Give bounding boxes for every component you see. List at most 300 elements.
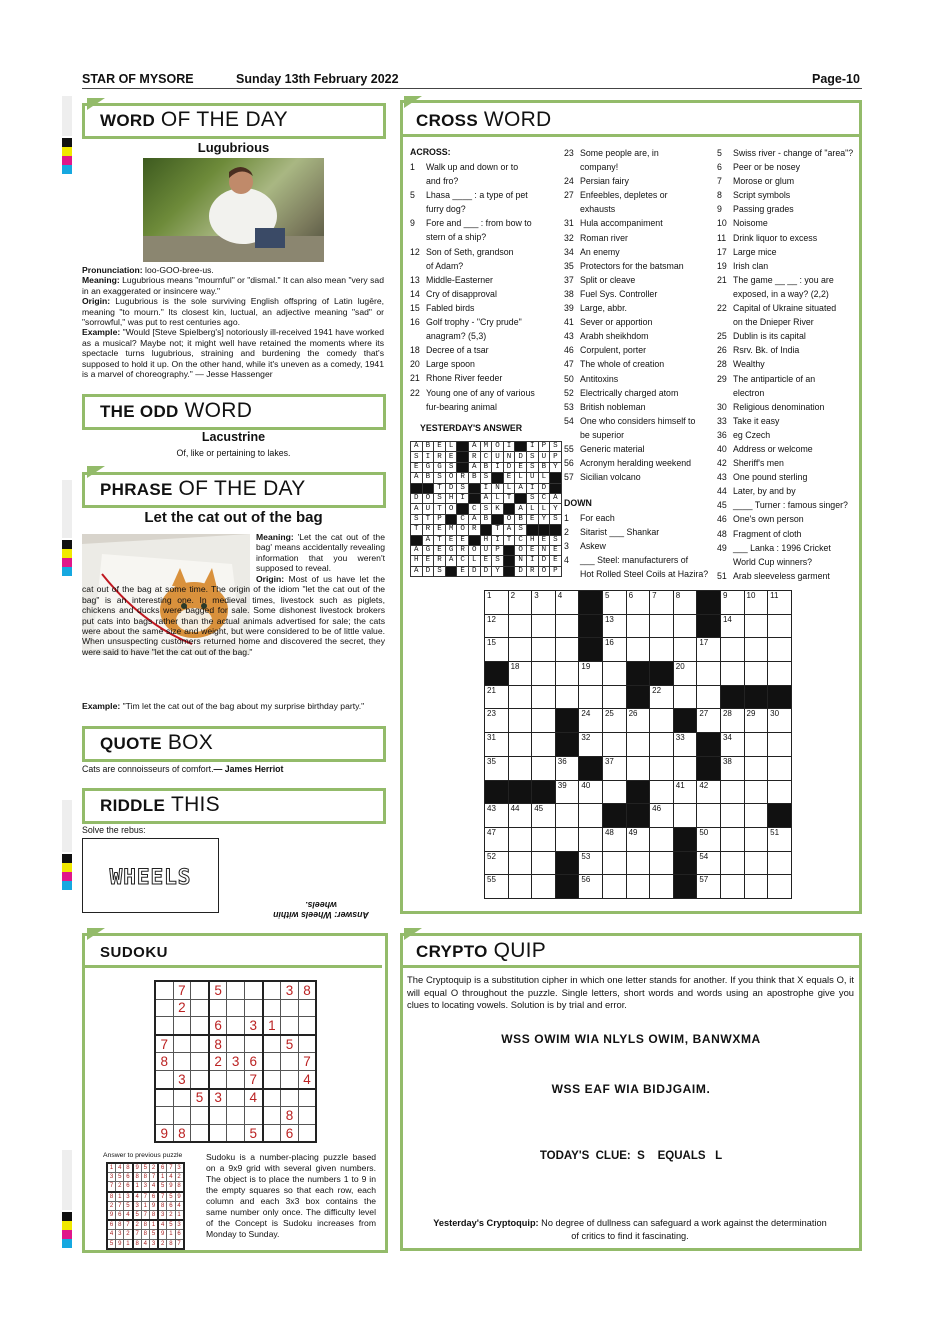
crossword-cell[interactable]: 44 [508, 804, 532, 828]
crossword-cell[interactable] [744, 804, 768, 828]
answer-cell: L [538, 504, 550, 514]
crossword-cell[interactable]: 29 [744, 709, 768, 733]
sudoku-cell[interactable]: 5 [244, 1124, 262, 1142]
crossword-cell[interactable] [650, 851, 674, 875]
clue-text: Rsrv. Bk. of India [733, 345, 800, 356]
crossword-cell[interactable] [697, 662, 721, 686]
crossword-cell[interactable] [508, 638, 532, 662]
sudoku-cell[interactable]: 7 [298, 1053, 316, 1071]
strip-yellow-3 [62, 863, 72, 872]
sudoku-cell[interactable] [227, 1089, 245, 1107]
answer-cell: E [526, 545, 538, 555]
crossword-cell[interactable]: 10 [744, 591, 768, 615]
sudoku-cell[interactable] [155, 999, 173, 1017]
crossword-cell[interactable] [768, 733, 792, 757]
crossword-cell[interactable]: 37 [602, 756, 626, 780]
crossword-cell[interactable] [697, 685, 721, 709]
answer-cell: B [480, 514, 492, 524]
prev-sudoku-cell: 1 [158, 1173, 167, 1182]
sudoku-cell[interactable]: 4 [298, 1070, 316, 1088]
header-rule [82, 88, 862, 89]
sudoku-cell[interactable] [263, 999, 281, 1017]
answer-cell: E [457, 535, 469, 545]
sudoku-cell[interactable] [281, 1089, 299, 1107]
strip-black-4 [62, 1212, 72, 1221]
sudoku-cell[interactable]: 7 [173, 981, 191, 999]
across-clue [564, 259, 714, 273]
cryptoquip-intro: The Cryptoquip is a substitution cipher in which one letter stands for another. If you think that X equals O, it will equal O throughout the puzzle. Single letters, short words and words using an apostrophe give you clues to locating vowels. Solution is by trial and error. [407, 974, 854, 1010]
prev-sudoku-cell: 4 [141, 1239, 149, 1249]
answer-cell: Y [550, 504, 562, 514]
crossword-cell[interactable]: 8 [673, 591, 697, 615]
answer-cell: A [515, 483, 527, 493]
crossword-cell[interactable] [532, 614, 556, 638]
sudoku-cell[interactable] [244, 999, 262, 1017]
crossword-cell[interactable] [744, 780, 768, 804]
down-clue [717, 174, 859, 188]
crossword-cell[interactable] [650, 614, 674, 638]
crossword-cell[interactable] [508, 851, 532, 875]
crossword-cell[interactable]: 7 [650, 591, 674, 615]
sudoku-cell[interactable] [227, 1070, 245, 1088]
sudoku-cell[interactable] [298, 1017, 316, 1035]
sudoku-cell[interactable] [209, 1124, 227, 1142]
corner-flag [404, 96, 422, 108]
answer-cell: B [422, 442, 434, 452]
crossword-cell[interactable] [650, 638, 674, 662]
sudoku-cell[interactable] [191, 999, 209, 1017]
strip-black-2 [62, 540, 72, 549]
clue-number: 47 [564, 359, 574, 370]
crossword-cell[interactable] [602, 851, 626, 875]
sudoku-cell[interactable]: 6 [209, 1017, 227, 1035]
crossword-cell[interactable] [650, 733, 674, 757]
across-clue [410, 400, 560, 414]
sudoku-cell[interactable]: 3 [244, 1017, 262, 1035]
crossword-cell[interactable] [673, 638, 697, 662]
sudoku-cell[interactable] [227, 999, 245, 1017]
crossword-cell[interactable]: 56 [579, 875, 603, 899]
crossword-cell[interactable]: 3 [532, 591, 556, 615]
crossword-cell[interactable] [720, 875, 744, 899]
crossword-cell[interactable] [508, 875, 532, 899]
sudoku-cell[interactable] [298, 1089, 316, 1107]
sudoku-cell[interactable] [244, 1107, 262, 1125]
crossword-cell[interactable]: 6 [626, 591, 650, 615]
prev-sudoku-cell: 9 [158, 1230, 167, 1239]
crossword-cell[interactable]: 46 [650, 804, 674, 828]
crossword-cell[interactable]: 52 [485, 851, 509, 875]
strip-cyan-4 [62, 1239, 72, 1248]
crossword-cell[interactable]: 19 [579, 662, 603, 686]
clue-text: Antitoxins [580, 373, 619, 384]
crossword-cell[interactable]: 4 [555, 591, 579, 615]
crossword-cell[interactable]: 23 [485, 709, 509, 733]
answer-cell: E [515, 462, 527, 472]
crossword-cell[interactable] [555, 804, 579, 828]
sudoku-cell[interactable]: 5 [191, 1089, 209, 1107]
crossword-cell[interactable] [532, 685, 556, 709]
crossword-cell[interactable]: 45 [532, 804, 556, 828]
crossword-cell[interactable] [626, 851, 650, 875]
sudoku-cell[interactable]: 2 [209, 1053, 227, 1071]
answer-cell: D [480, 566, 492, 576]
prev-sudoku-cell: 8 [107, 1192, 116, 1202]
cryptoquip-line1: WSS OWIM WIA NLYLS OWIM, BANWXMA [501, 1032, 761, 1046]
clue-number: 17 [717, 246, 727, 257]
crossword-cell[interactable]: 53 [579, 851, 603, 875]
sudoku-cell[interactable] [209, 999, 227, 1017]
down-clue [564, 553, 714, 567]
crossword-cell[interactable]: 33 [673, 733, 697, 757]
crossword-cell[interactable] [744, 827, 768, 851]
sudoku-cell[interactable] [227, 1017, 245, 1035]
crossword-cell[interactable] [532, 638, 556, 662]
clue-text: Morose or glum [733, 176, 795, 187]
crossword-cell[interactable] [768, 662, 792, 686]
clue-text: Irish clan [733, 260, 769, 271]
crossword-cell[interactable]: 9 [720, 591, 744, 615]
black-square [422, 483, 434, 493]
crossword-cell[interactable] [579, 804, 603, 828]
crossword-cell[interactable] [720, 851, 744, 875]
black-square [626, 685, 650, 709]
sudoku-cell[interactable] [191, 1053, 209, 1071]
crossword-cell[interactable]: 14 [720, 614, 744, 638]
crossword-cell[interactable] [579, 685, 603, 709]
clue-text: Address or welcome [733, 443, 813, 454]
sudoku-cell[interactable]: 8 [155, 1053, 173, 1071]
crossword-cell[interactable] [508, 685, 532, 709]
crossword-cell[interactable]: 34 [720, 733, 744, 757]
sudoku-cell[interactable] [263, 981, 281, 999]
crossword-cell[interactable]: 49 [626, 827, 650, 851]
prev-sudoku-cell: 2 [175, 1173, 184, 1182]
crossword-cell[interactable]: 50 [697, 827, 721, 851]
crossword-cell[interactable] [720, 780, 744, 804]
clue-number: 23 [564, 148, 574, 158]
crossword-cell[interactable]: 30 [768, 709, 792, 733]
crossword-cell[interactable]: 42 [697, 780, 721, 804]
crossword-cell[interactable]: 43 [485, 804, 509, 828]
crossword-grid [484, 590, 792, 899]
sudoku-cell[interactable] [227, 981, 245, 999]
sudoku-cell[interactable] [209, 1070, 227, 1088]
sudoku-cell[interactable] [191, 1124, 209, 1142]
black-square [697, 614, 721, 638]
crossword-cell[interactable] [673, 614, 697, 638]
crossword-cell[interactable]: 51 [768, 827, 792, 851]
crossword-cell[interactable] [602, 875, 626, 899]
sudoku-cell[interactable] [155, 1107, 173, 1125]
crossword-cell[interactable] [744, 638, 768, 662]
crossword-cell[interactable] [744, 756, 768, 780]
crossword-cell[interactable]: 25 [602, 709, 626, 733]
crossword-cell[interactable] [720, 827, 744, 851]
crossword-cell[interactable]: 20 [673, 662, 697, 686]
crossword-cell[interactable] [508, 827, 532, 851]
sudoku-cell[interactable]: 5 [281, 1035, 299, 1053]
clue-number [564, 160, 580, 174]
answer-cell: H [526, 535, 538, 545]
crossword-cell[interactable]: 22 [650, 685, 674, 709]
crossword-cell[interactable]: 47 [485, 827, 509, 851]
sudoku-cell[interactable]: 1 [263, 1017, 281, 1035]
answer-cell: E [550, 545, 562, 555]
crossword-cell[interactable]: 54 [697, 851, 721, 875]
crossword-cell[interactable]: 15 [485, 638, 509, 662]
answer-cell: U [526, 473, 538, 483]
crossword-cell[interactable] [508, 756, 532, 780]
sudoku-cell[interactable] [191, 1035, 209, 1053]
crossword-cell[interactable]: 16 [602, 638, 626, 662]
crossword-cell[interactable] [720, 804, 744, 828]
answer-cell: E [550, 556, 562, 566]
crossword-cell[interactable] [626, 756, 650, 780]
crossword-cell[interactable] [555, 638, 579, 662]
sudoku-cell[interactable] [155, 981, 173, 999]
crossword-cell[interactable] [768, 638, 792, 662]
crossword-cell[interactable]: 39 [555, 780, 579, 804]
sudoku-cell[interactable] [209, 1107, 227, 1125]
prev-sudoku-cell: 1 [124, 1239, 133, 1249]
crossword-cell[interactable]: 5 [602, 591, 626, 615]
clue-number [410, 329, 426, 343]
crossword-cell[interactable] [626, 875, 650, 899]
crossword-cell[interactable] [768, 875, 792, 899]
crossword-cell[interactable] [768, 851, 792, 875]
crossword-cell[interactable] [720, 638, 744, 662]
sudoku-cell[interactable]: 8 [209, 1035, 227, 1053]
sudoku-cell[interactable] [298, 1124, 316, 1142]
crossword-cell[interactable] [720, 662, 744, 686]
crossword-cell[interactable] [673, 685, 697, 709]
crossword-cell[interactable]: 38 [720, 756, 744, 780]
answer-cell: A [468, 462, 480, 472]
crossword-cell[interactable] [650, 827, 674, 851]
answer-cell: B [422, 473, 434, 483]
sudoku-cell[interactable] [298, 1107, 316, 1125]
crossword-cell[interactable]: 17 [697, 638, 721, 662]
sudoku-cell[interactable] [281, 1053, 299, 1071]
sudoku-cell[interactable] [227, 1035, 245, 1053]
crossword-cell[interactable] [768, 614, 792, 638]
crossword-cell[interactable] [768, 756, 792, 780]
sudoku-cell[interactable] [281, 1017, 299, 1035]
crossword-cell[interactable]: 41 [673, 780, 697, 804]
answer-cell: G [434, 462, 446, 472]
crossword-cell[interactable] [602, 780, 626, 804]
crossword-cell[interactable] [532, 827, 556, 851]
sudoku-cell[interactable] [191, 1070, 209, 1088]
sudoku-cell[interactable] [155, 1017, 173, 1035]
down-clue [717, 231, 859, 245]
sudoku-cell[interactable] [263, 1107, 281, 1125]
crossword-cell[interactable] [555, 662, 579, 686]
sudoku-cell[interactable] [191, 981, 209, 999]
crossword-cell[interactable] [579, 827, 603, 851]
sudoku-cell[interactable] [263, 1053, 281, 1071]
sudoku-cell[interactable] [298, 1035, 316, 1053]
answer-cell: R [422, 525, 434, 535]
sudoku-cell[interactable] [191, 1107, 209, 1125]
answer-cell: S [515, 525, 527, 535]
crossword-cell[interactable]: 21 [485, 685, 509, 709]
sudoku-cell[interactable] [191, 1017, 209, 1035]
crossword-cell[interactable] [602, 662, 626, 686]
crossword-cell[interactable]: 32 [579, 733, 603, 757]
sudoku-cell[interactable] [281, 1070, 299, 1088]
clue-text: Fore and ___ : from bow to [426, 218, 532, 229]
sudoku-cell[interactable] [173, 1107, 191, 1125]
crossword-cell[interactable]: 27 [697, 709, 721, 733]
crossword-cell[interactable]: 13 [602, 614, 626, 638]
down-clue [717, 555, 859, 569]
crossword-cell[interactable] [532, 733, 556, 757]
clue-text: Large mice [733, 246, 777, 257]
down-clues-col3 [717, 146, 859, 583]
across-clue [410, 357, 560, 371]
crossword-cell[interactable]: 48 [602, 827, 626, 851]
clue-number: 57 [564, 472, 574, 483]
sudoku-cell[interactable] [227, 1124, 245, 1142]
sudoku-cell[interactable] [173, 1053, 191, 1071]
sudoku-cell[interactable]: 9 [155, 1124, 173, 1142]
crossword-cell[interactable] [768, 780, 792, 804]
crossword-cell[interactable] [508, 733, 532, 757]
answer-cell: U [538, 452, 550, 462]
sudoku-cell[interactable] [281, 999, 299, 1017]
crossword-cell[interactable] [508, 614, 532, 638]
sudoku-cell[interactable]: 2 [173, 999, 191, 1017]
sudoku-cell[interactable] [263, 1035, 281, 1053]
clue-number: 44 [717, 486, 727, 497]
prev-sudoku-cell: 2 [149, 1163, 158, 1173]
crossword-cell[interactable] [626, 638, 650, 662]
crossword-cell[interactable]: 26 [626, 709, 650, 733]
crossword-cell[interactable]: 1 [485, 591, 509, 615]
black-square [515, 442, 527, 452]
crossword-cell[interactable] [744, 614, 768, 638]
crossword-cell[interactable]: 31 [485, 733, 509, 757]
crossword-cell[interactable] [626, 733, 650, 757]
sudoku-cell[interactable] [173, 1089, 191, 1107]
crossword-cell[interactable] [744, 733, 768, 757]
sudoku-cell[interactable] [263, 1124, 281, 1142]
crossword-cell[interactable]: 11 [768, 591, 792, 615]
crossword-cell[interactable] [650, 756, 674, 780]
prev-sudoku-cell: 3 [133, 1201, 142, 1210]
black-square [457, 504, 469, 514]
crossword-cell[interactable]: 57 [697, 875, 721, 899]
sudoku-cell[interactable] [298, 999, 316, 1017]
across-clue [564, 245, 714, 259]
sudoku-cell[interactable] [173, 1035, 191, 1053]
clue-text: Script symbols [733, 190, 791, 201]
answer-cell: A [468, 442, 480, 452]
crossword-cell[interactable] [532, 851, 556, 875]
sudoku-cell[interactable]: 3 [227, 1053, 245, 1071]
sudoku-cell[interactable] [244, 981, 262, 999]
crossword-cell[interactable]: 24 [579, 709, 603, 733]
crossword-cell[interactable] [673, 804, 697, 828]
crossword-cell[interactable] [555, 685, 579, 709]
clue-text: Electrically charged atom [580, 387, 679, 398]
crossword-cell[interactable]: 40 [579, 780, 603, 804]
crossword-cell[interactable] [532, 709, 556, 733]
cryptoquip-title: CRYPTO QUIP [416, 939, 547, 962]
sudoku-cell[interactable]: 5 [209, 981, 227, 999]
crossword-cell[interactable] [532, 662, 556, 686]
sudoku-cell[interactable]: 8 [281, 1107, 299, 1125]
crossword-cell[interactable]: 35 [485, 756, 509, 780]
crossword-cell[interactable]: 2 [508, 591, 532, 615]
clue-text: company! [580, 162, 619, 173]
crossword-cell[interactable] [744, 875, 768, 899]
crossword-cell[interactable]: 36 [555, 756, 579, 780]
crossword-cell[interactable] [650, 780, 674, 804]
sudoku-cell[interactable]: 3 [281, 981, 299, 999]
sudoku-cell[interactable]: 6 [244, 1053, 262, 1071]
crossword-cell[interactable] [532, 756, 556, 780]
clue-number: 5 [410, 190, 415, 201]
sudoku-cell[interactable]: 4 [244, 1089, 262, 1107]
crossword-cell[interactable] [673, 756, 697, 780]
crossword-cell[interactable] [626, 614, 650, 638]
crossword-cell[interactable] [744, 851, 768, 875]
across-clue [564, 414, 714, 428]
crossword-cell[interactable] [697, 804, 721, 828]
prev-sudoku-cell: 1 [175, 1210, 184, 1220]
sudoku-cell[interactable]: 3 [209, 1089, 227, 1107]
crossword-cell[interactable] [650, 875, 674, 899]
crossword-cell[interactable]: 55 [485, 875, 509, 899]
sudoku-cell[interactable] [227, 1107, 245, 1125]
crossword-cell[interactable] [744, 662, 768, 686]
crossword-cell[interactable] [602, 685, 626, 709]
sudoku-cell[interactable] [155, 1070, 173, 1088]
sudoku-cell[interactable] [263, 1089, 281, 1107]
answer-cell: I [480, 483, 492, 493]
sudoku-cell[interactable] [263, 1070, 281, 1088]
sudoku-cell[interactable]: 8 [298, 981, 316, 999]
crossword-cell[interactable] [555, 827, 579, 851]
crossword-cell[interactable] [555, 614, 579, 638]
clue-text: Young one of any of various [426, 387, 535, 398]
crossword-cell[interactable] [532, 875, 556, 899]
answer-cell: I [422, 452, 434, 462]
sudoku-cell[interactable]: 8 [173, 1124, 191, 1142]
sudoku-cell[interactable]: 3 [173, 1070, 191, 1088]
clue-number: 15 [410, 302, 420, 313]
crossword-cell[interactable]: 18 [508, 662, 532, 686]
rebus-box [82, 838, 219, 913]
answer-cell: P [538, 442, 550, 452]
phrase-meaning: Meaning: 'Let the cat out of the bag' means accidentally revealing information that you weren't supposed to reveal. [256, 532, 385, 574]
sudoku-cell[interactable] [173, 1017, 191, 1035]
sudoku-cell[interactable]: 7 [155, 1035, 173, 1053]
sudoku-cell[interactable]: 6 [281, 1124, 299, 1142]
sudoku-cell[interactable] [155, 1089, 173, 1107]
crossword-cell[interactable] [602, 733, 626, 757]
crossword-cell[interactable] [508, 709, 532, 733]
crossword-cell[interactable]: 12 [485, 614, 509, 638]
crossword-cell[interactable] [650, 709, 674, 733]
sudoku-cell[interactable]: 7 [244, 1070, 262, 1088]
sudoku-cell[interactable] [244, 1035, 262, 1053]
black-square [468, 483, 480, 493]
crossword-cell[interactable]: 28 [720, 709, 744, 733]
